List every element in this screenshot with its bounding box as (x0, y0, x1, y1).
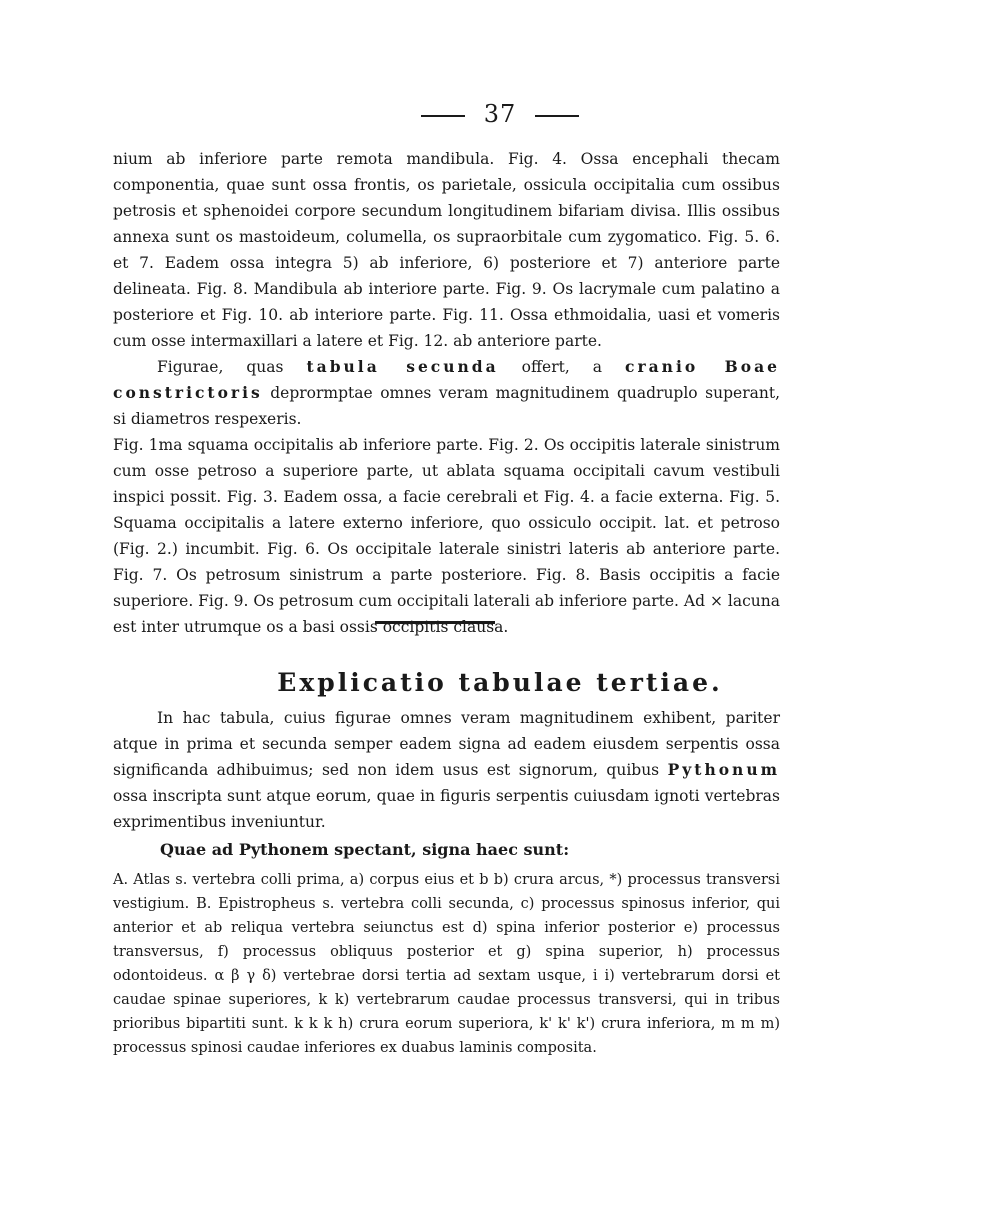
p2-cranio-boae: cranio Boae constrictoris (113, 357, 780, 402)
header-dash-right (535, 115, 579, 117)
paragraph-explicatio (113, 705, 780, 835)
section-title: Explicatio tabulae tertiae. (277, 668, 723, 697)
subheading: Quae ad Pythonem spectant, signa haec sunt: (160, 840, 570, 859)
p2-start: Figurae, quas (157, 358, 307, 376)
section-divider (375, 621, 495, 624)
p-explicatio-python: Pythonum (667, 760, 780, 779)
paragraph-tabula-secunda (113, 354, 780, 432)
paragraph-signs-list: A. Atlas s. vertebra colli prima, a) corpus eius et b b) crura arcus, *) processus transversi vestigium. B. Epistropheus s. vertebra colli secunda, c) processus spinosus inferior, qui anterior et ab reliqua vertebra seiunctus est d) spina inferior posterior e) processus transversus, f) processus obliquus posterior et g) spina superior, h) processus odontoideus. α β γ δ) vertebrae dorsi tertia ad sextam usque, i i) vertebrarum dorsi et caudae spinae superiores, k k) vertebrarum caudae processus transversi, qui in tribus prioribus bipartiti sunt. k k k h) crura eorum superiora, k' k' k') crura inferiora, m m m) processus spinosi caudae inferiores ex duabus laminis composita. (113, 872, 780, 1056)
header-dash-left (421, 115, 465, 117)
p-explicatio-start: In hac tabula, cuius figurae omnes veram magnitudinem exhibent, pariter atque in prima et secunda semper eadem signa ad eadem eiusdem serpentis ossa significanda adhibuimus; sed non idem usus est signorum, quibus (113, 709, 780, 779)
page-number: 37 (483, 100, 517, 128)
p2-end: deprormptae omnes veram magnitudinem quadruplo superant, si diametros respexeris. (113, 384, 780, 428)
paragraph-figures-first: nium ab inferiore parte remota mandibula. Fig. 4. Ossa encephali thecam componentia, quae sunt ossa frontis, os parietale, ossicula occipitalia cum ossibus petrosis et sphenoidei corpore secundum longitudinem bifariam divisa. Illis ossibus annexa sunt os mastoideum, columella, os supraorbitale cum zygomatico. Fig. 5. 6. et 7. Eadem ossa integra 5) ab inferiore, 6) posteriore et 7) anteriore parte delineata. Fig. 8. Mandibula ab interiore parte. Fig. 9. Os lacrymale cum palatino a posteriore et Fig. 10. ab interiore parte. Fig. 11. Ossa ethmoidalia, uasi et vomeris cum osse intermaxillari a latere et Fig. 12. ab anteriore parte. (113, 150, 780, 350)
p2-mid: offert, a (498, 358, 626, 376)
text-block-three (113, 868, 780, 1060)
p-explicatio-end: ossa inscripta sunt atque eorum, quae in figuris serpentis cuiusdam ignoti vertebras exprimentibus inveniuntur. (113, 787, 780, 831)
p2-tabula-secunda: tabula secunda (306, 357, 499, 376)
paragraph-figures-second: Fig. 1ma squama occipitalis ab inferiore parte. Fig. 2. Os occipitis laterale sinistrum cum osse petroso a superiore parte, ut ablata squama occipitali cavum vestibuli inspici possit. Fig. 3. Eadem ossa, a facie cerebrali et Fig. 4. a facie externa. Fig. 5. Squama occipitalis a latere externo inferiore, quo ossiculo occipit. lat. et petroso (Fig. 2.) incumbit. Fig. 6. Os occipitale laterale sinistri lateris ab anteriore parte. Fig. 7. Os petrosum sinistrum a parte posteriore. Fig. 8. Basis occipitis a facie superiore. Fig. 9. Os petrosum cum occipitali laterali ab inferiore parte. Ad × lacuna est inter utrumque os a basi ossis occipitis clausa. (113, 436, 780, 636)
page-header (0, 100, 1000, 128)
text-block-two (113, 705, 780, 835)
text-block-one (113, 146, 780, 640)
